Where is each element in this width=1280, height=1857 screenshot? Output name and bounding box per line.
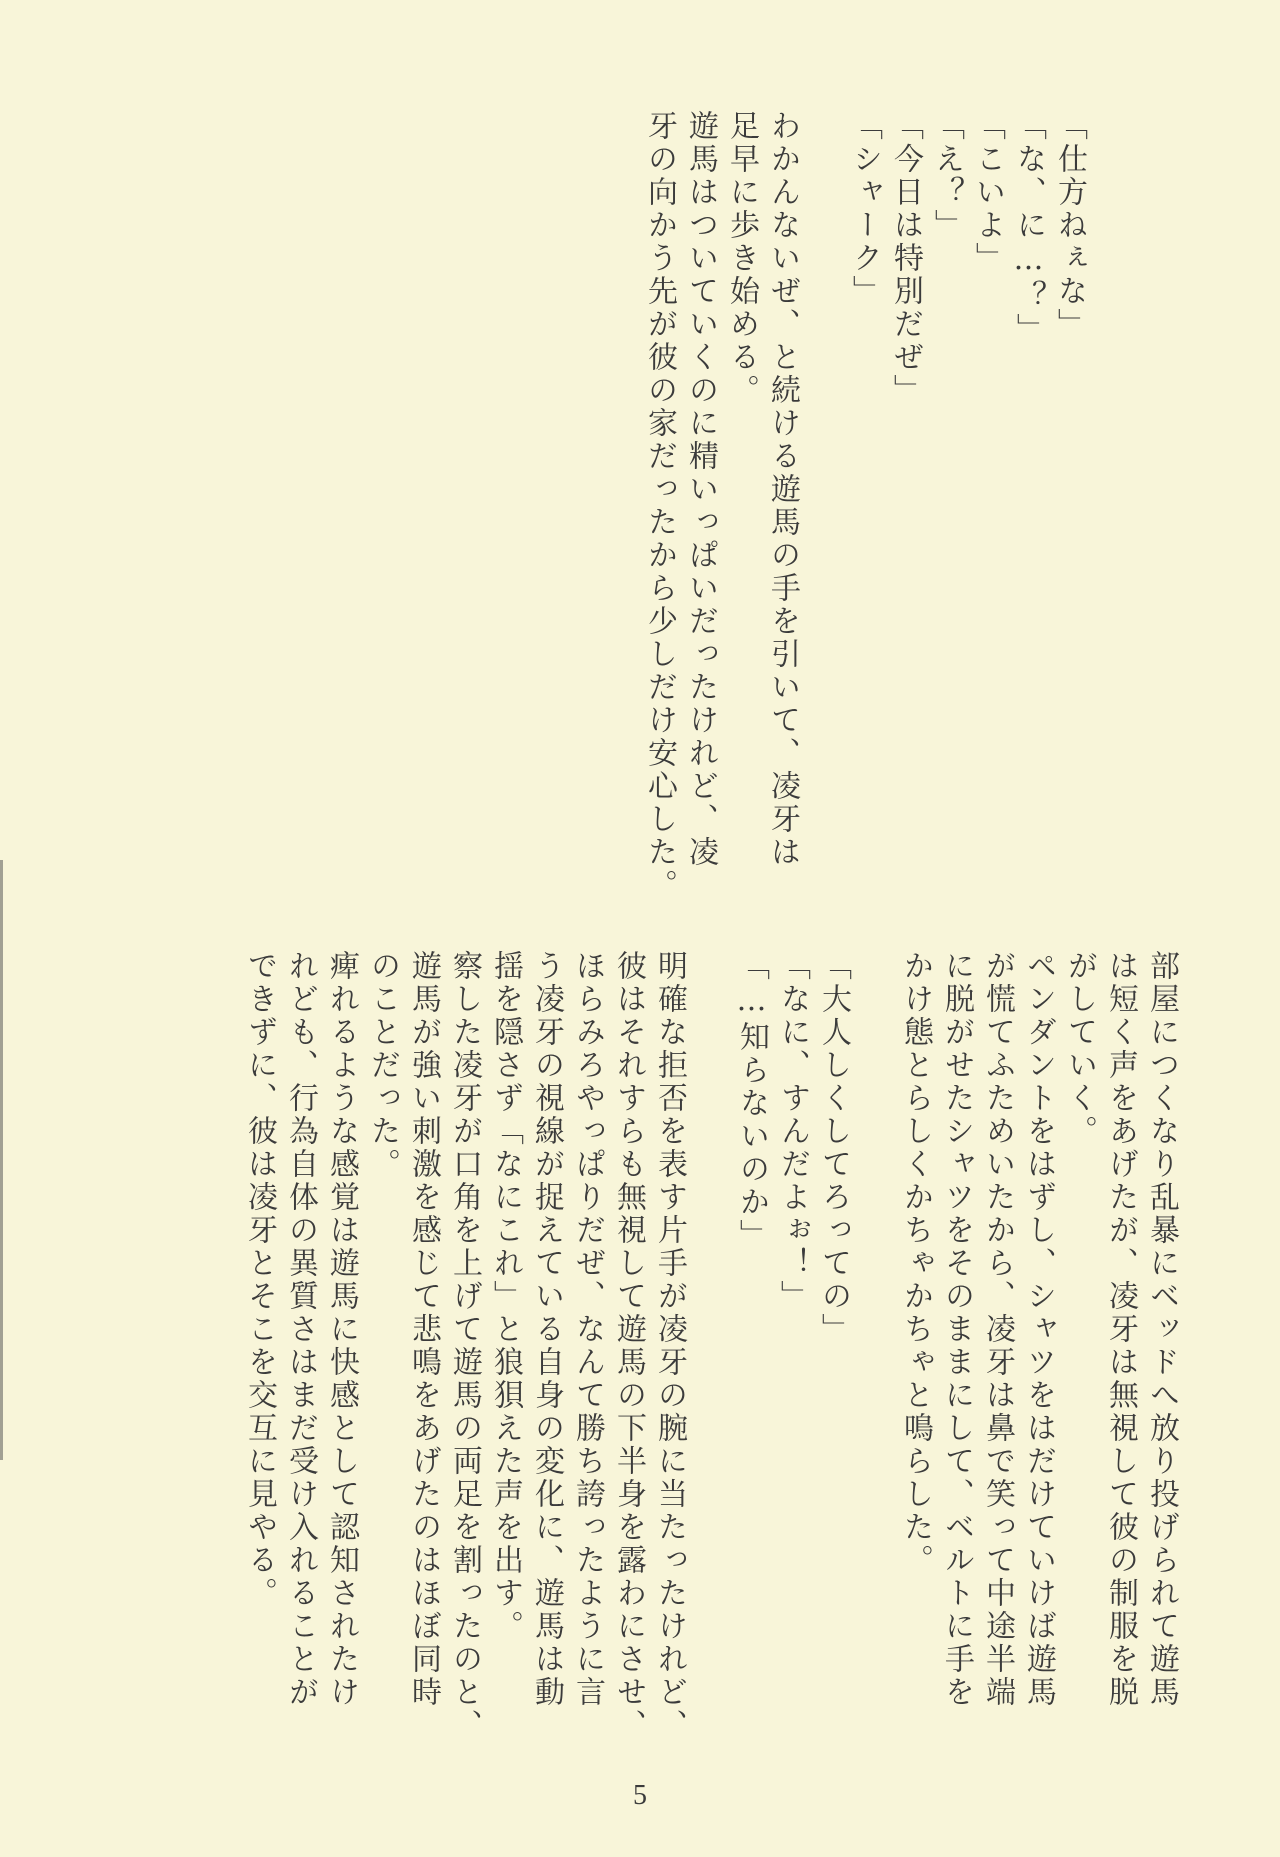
text-line: う凌牙の視線が捉えている自身の変化に、遊馬は動 [529, 950, 564, 1709]
text-line: できずに、彼は凌牙とそこを交互に見やる。 [242, 950, 277, 1610]
text-line: 「仕方ねぇな」 [1052, 110, 1087, 341]
line-gap [854, 950, 895, 1690]
text-line: 察した凌牙が口角を上げて遊馬の両足を割ったのと、 [447, 950, 482, 1742]
text-line: わかんないぜ、と続ける遊馬の手を引いて、凌牙は [765, 110, 800, 869]
text-line: 「今日は特別だぜ」 [888, 110, 923, 407]
text-line: 牙の向かう先が彼の家だったから少しだけ安心した。 [642, 110, 677, 902]
text-line: 痺れるような感覚は遊馬に快感として認知されたけ [324, 950, 359, 1709]
text-line: 揺を隠さず「なにこれ」と狼狽えた声を出す。 [488, 950, 523, 1643]
text-line: 「…知らないのか」 [734, 950, 769, 1252]
text-line: ほらみろやっぱりだぜ、なんて勝ち誇ったように言 [570, 950, 605, 1709]
text-line: 明確な拒否を表す片手が凌牙の腕に当たったけれど、 [652, 950, 687, 1742]
bottom-text-block [239, 950, 1182, 1742]
page-number: 5 [633, 1780, 647, 1811]
line-gap [803, 110, 844, 910]
text-line: 「な、に…？」 [1011, 110, 1046, 346]
text-line: れども、行為自体の異質さはまだ受け入れることが [283, 950, 318, 1709]
text-line: 「大人しくしてろっての」 [816, 950, 851, 1346]
text-line: 足早に歩き始める。 [724, 110, 759, 407]
text-line: 部屋につくなり乱暴にベッドへ放り投げられて遊馬 [1144, 950, 1179, 1709]
text-line: 彼はそれすらも無視して遊馬の下半身を露わにさせ、 [611, 950, 646, 1742]
text-line: 「シャーク」 [847, 110, 882, 308]
text-line: 「え？」 [929, 110, 964, 242]
text-line: が慌てふためいたから、凌牙は鼻で笑って中途半端 [980, 950, 1015, 1709]
text-line: がしていく。 [1062, 950, 1097, 1148]
binding-edge-shadow [0, 860, 3, 1460]
text-line: ペンダントをはずし、シャツをはだけていけば遊馬 [1021, 950, 1056, 1709]
text-line: かけ態とらしくかちゃかちゃと鳴らした。 [898, 950, 933, 1577]
text-line: は短く声をあげたが、凌牙は無視して彼の制服を脱 [1103, 950, 1138, 1709]
text-line: 「なに、すんだよぉ！」 [775, 950, 810, 1313]
text-line: 遊馬が強い刺激を感じて悲鳴をあげたのはほぼ同時 [406, 950, 441, 1709]
text-line: のことだった。 [365, 950, 400, 1181]
top-text-block [639, 110, 1090, 910]
text-line: 「こいよ」 [970, 110, 1005, 275]
text-line: に脱がせたシャツをそのままにして、ベルトに手を [939, 950, 974, 1709]
line-gap [690, 950, 731, 1690]
text-line: 遊馬はついていくのに精いっぱいだったけれど、凌 [683, 110, 718, 869]
